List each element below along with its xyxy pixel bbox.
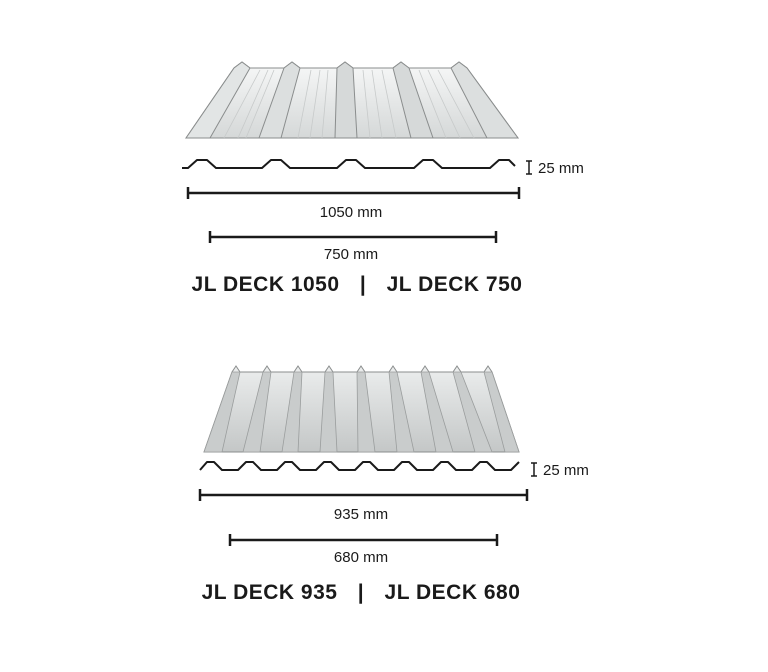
total-width-label-2: 935 mm [333, 506, 389, 523]
roof-sheet-illustration-2 [204, 366, 519, 452]
product-jl-deck-935 [200, 366, 589, 604]
product-title-separator-1: | [359, 273, 367, 296]
product-title-2 [202, 581, 521, 604]
roof-sheet-illustration-1 [186, 62, 518, 138]
total-width-dimension-1 [188, 187, 519, 199]
product-title-left-2: JL DECK 935 [201, 581, 338, 604]
product-title-separator-2: | [357, 581, 365, 604]
profile-height-label-2: 25 mm [543, 462, 589, 479]
total-width-dimension-2 [200, 489, 527, 501]
product-title-1 [192, 273, 523, 296]
cover-width-dimension-2 [230, 534, 497, 546]
height-marker-2 [531, 463, 537, 476]
cover-width-label-1: 750 mm [323, 246, 379, 263]
product-title-left-1: JL DECK 1050 [191, 273, 340, 296]
total-width-label-1: 1050 mm [319, 204, 383, 221]
height-marker-1 [526, 161, 532, 174]
profile-height-label-1: 25 mm [538, 160, 584, 177]
profile-section-2 [200, 462, 589, 479]
product-title-right-1: JL DECK 750 [386, 273, 523, 296]
profile-section-1 [182, 160, 584, 177]
product-title-right-2: JL DECK 680 [384, 581, 521, 604]
product-jl-deck-1050 [182, 62, 584, 296]
cover-width-label-2: 680 mm [333, 549, 389, 566]
cover-width-dimension-1 [210, 231, 496, 243]
